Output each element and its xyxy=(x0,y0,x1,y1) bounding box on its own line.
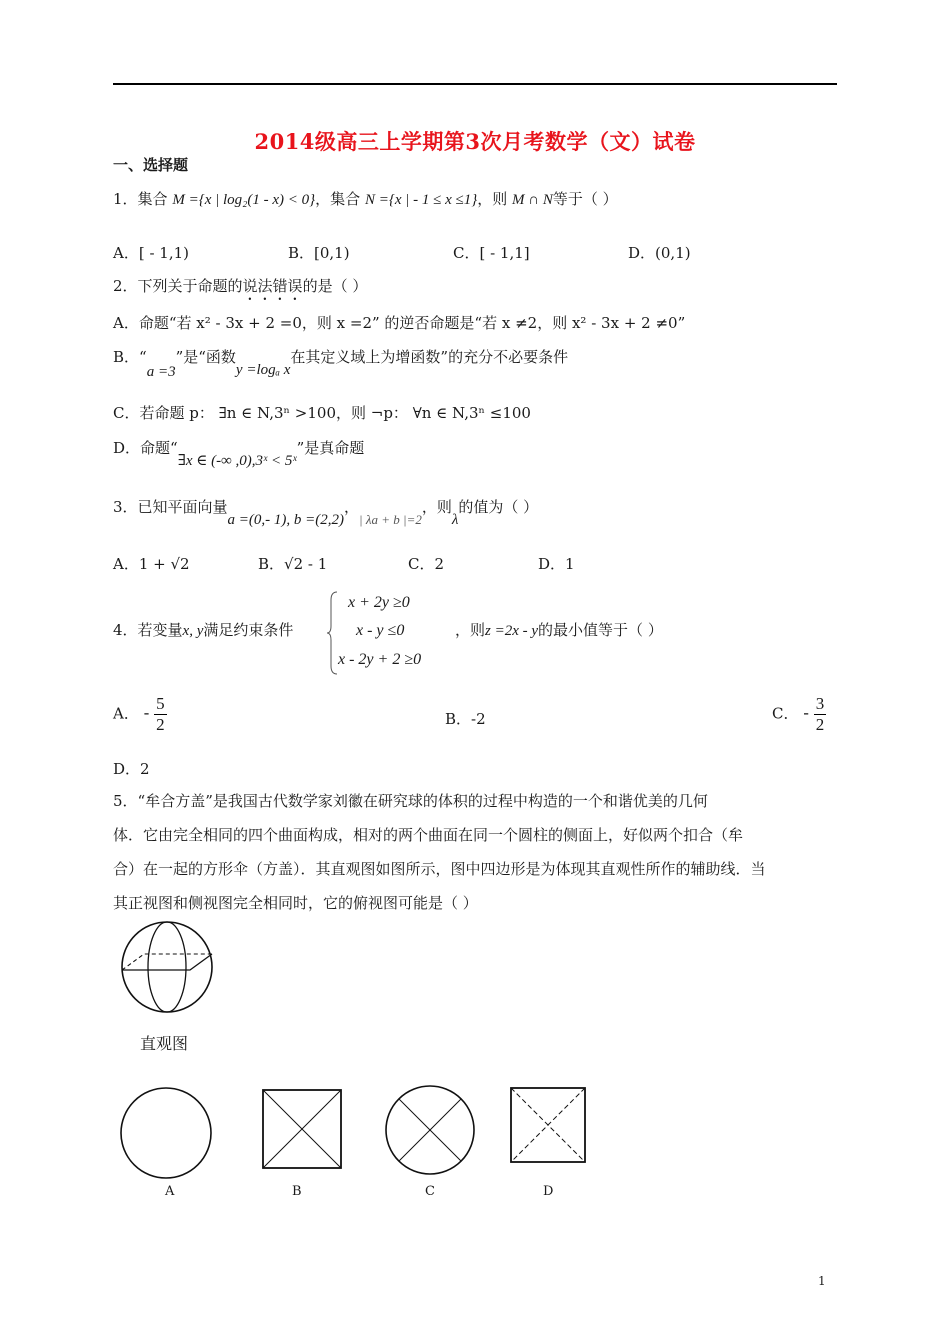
question-4-pre xyxy=(113,619,293,640)
q5-line-2: 体．它由完全相同的四个曲面构成，相对的两个曲面在同一个圆柱的侧面上，好似两个扣合（牟 xyxy=(113,826,744,844)
q3-post: 的值为（ ） xyxy=(458,498,539,516)
exam-title: 2014级高三上学期第3次月考数学（文）试卷 xyxy=(254,129,696,154)
q3-comma: ， xyxy=(344,498,360,516)
q1-text-3: ，则 xyxy=(477,190,508,208)
option-a-label: A xyxy=(165,1184,175,1199)
q2-d-pre: D．命题“ xyxy=(113,439,178,457)
q5-line-3: 合）在一起的方形伞（方盖）．其直观图如图所示，图中四边形是为体现其直观性所作的辅助线．当 xyxy=(113,860,766,878)
q4-option-a xyxy=(113,694,167,735)
q4-a-sign: - xyxy=(143,703,150,724)
q4-a-label: A． xyxy=(113,704,139,723)
constraint-brace xyxy=(325,590,339,676)
q4-c-label: C． xyxy=(772,704,799,723)
q2-b-pre: B．“ xyxy=(113,348,147,366)
q1-text-1: 集合 xyxy=(137,190,168,208)
q1-number: 1． xyxy=(113,190,138,208)
q4-a-numerator: 5 xyxy=(156,694,165,713)
option-c-figure xyxy=(383,1083,477,1177)
q2-d-expr: ∃x ∈ (-∞ ,0),3ˣ < 5ˣ xyxy=(177,453,297,469)
q4-objective: z =2x - y xyxy=(485,623,539,639)
q3-option-b: B．√2 - 1 xyxy=(258,555,328,573)
q1-option-c: C．[ - 1,1] xyxy=(453,244,530,262)
section-heading: 一、选择题 xyxy=(113,156,189,174)
figure-caption: 直观图 xyxy=(140,1034,189,1053)
q3-option-c: C．2 xyxy=(408,555,445,573)
q2-stem-dot: 说法错误 xyxy=(242,277,303,295)
intuitive-figure xyxy=(118,918,216,1016)
question-3 xyxy=(113,496,539,528)
q3-pre: 3．已知平面向量 xyxy=(113,498,228,516)
q4-c-fraction xyxy=(814,694,827,735)
q5-line-1: 5．“牟合方盖”是我国古代数学家刘徽在研究球的体积的过程中构造的一个和谐优美的几何 xyxy=(113,792,708,810)
q4-c-denominator: 2 xyxy=(815,715,825,734)
q2-option-b xyxy=(113,346,569,380)
option-b-figure xyxy=(260,1087,344,1171)
q4-a-fraction xyxy=(154,694,167,735)
q3-option-d: D．1 xyxy=(538,555,575,573)
q1-text-4: 等于（ ） xyxy=(552,190,618,208)
q4-c-numerator: 3 xyxy=(815,694,825,713)
q2-stem-a: 2．下列关于命题的 xyxy=(113,277,243,295)
question-1 xyxy=(113,188,618,209)
q2-b-mid: ”是“函数 xyxy=(175,348,236,366)
q4-a-denominator: 2 xyxy=(156,715,165,734)
q5-line-4: 其正视图和侧视图完全相同时，它的俯视图可能是（ ） xyxy=(113,894,478,912)
q1-expr: M ∩ N xyxy=(512,192,553,208)
option-d-label: D xyxy=(543,1184,554,1199)
q4-vars: x, y xyxy=(182,623,204,639)
q2-d-post: ”是真命题 xyxy=(296,439,365,457)
q4-post: 的最小值等于（ ） xyxy=(538,621,663,639)
option-b-label: B xyxy=(292,1184,302,1199)
q4-constraint-2: x - y ≤0 xyxy=(356,622,405,639)
q4-then: ，则 xyxy=(455,621,486,639)
page-number: 1 xyxy=(818,1274,826,1288)
q1-text-2: ，集合 xyxy=(315,190,361,208)
q4-pre: 4．若变量 xyxy=(113,621,183,639)
q1-set-n: N ={x | - 1 ≤ x ≤1} xyxy=(364,192,478,208)
q3-then: ，则 xyxy=(421,498,452,516)
q4-option-d: D．2 xyxy=(113,760,150,778)
option-a-figure xyxy=(118,1085,214,1181)
q2-stem-b: 的是（ ） xyxy=(302,277,368,295)
q3-option-a: A．1 + √2 xyxy=(113,555,190,573)
q1-option-a: A．[ - 1,1) xyxy=(113,244,189,262)
option-c-label: C xyxy=(425,1184,435,1199)
question-4-post xyxy=(455,619,663,640)
question-5 xyxy=(113,784,843,920)
q2-option-c: C．若命题 p： ∃n ∈ N,3ⁿ >100，则 ¬p： ∀n ∈ N,3ⁿ ≤100 xyxy=(113,404,531,422)
q2-option-d xyxy=(113,437,365,469)
q3-lambda: λ xyxy=(451,512,459,528)
q4-constraint-3: x - 2y + 2 ≥0 xyxy=(338,651,422,668)
q1-option-b: B．[0,1) xyxy=(288,244,350,262)
q3-condition: | λa + b |=2 xyxy=(359,512,422,527)
question-2-stem xyxy=(113,275,367,304)
q1-option-d: D．(0,1) xyxy=(628,244,691,262)
q2-b-func: y =logₐ x xyxy=(235,362,291,378)
option-d-figure xyxy=(508,1085,588,1165)
q2-b-post: 在其定义域上为增函数”的充分不必要条件 xyxy=(290,348,569,366)
q4-constraint-1: x + 2y ≥0 xyxy=(348,594,410,611)
q2-b-cond: a =3 xyxy=(146,364,176,380)
q4-c-sign: - xyxy=(803,703,810,724)
q3-vectors: a =(0,- 1), b =(2,2) xyxy=(227,512,345,528)
q2-option-a: A．命题“若 x² - 3x + 2 =0，则 x =2” 的逆否命题是“若 x ≠2，则 x² - 3x + 2 ≠0” xyxy=(113,314,686,332)
q1-set-m: M ={x | log₂(1 - x) < 0} xyxy=(172,192,316,208)
q4-option-b: B．-2 xyxy=(445,710,486,728)
header-rule xyxy=(113,83,837,85)
q4-option-c xyxy=(772,694,826,735)
q4-mid: 满足约束条件 xyxy=(203,621,294,639)
